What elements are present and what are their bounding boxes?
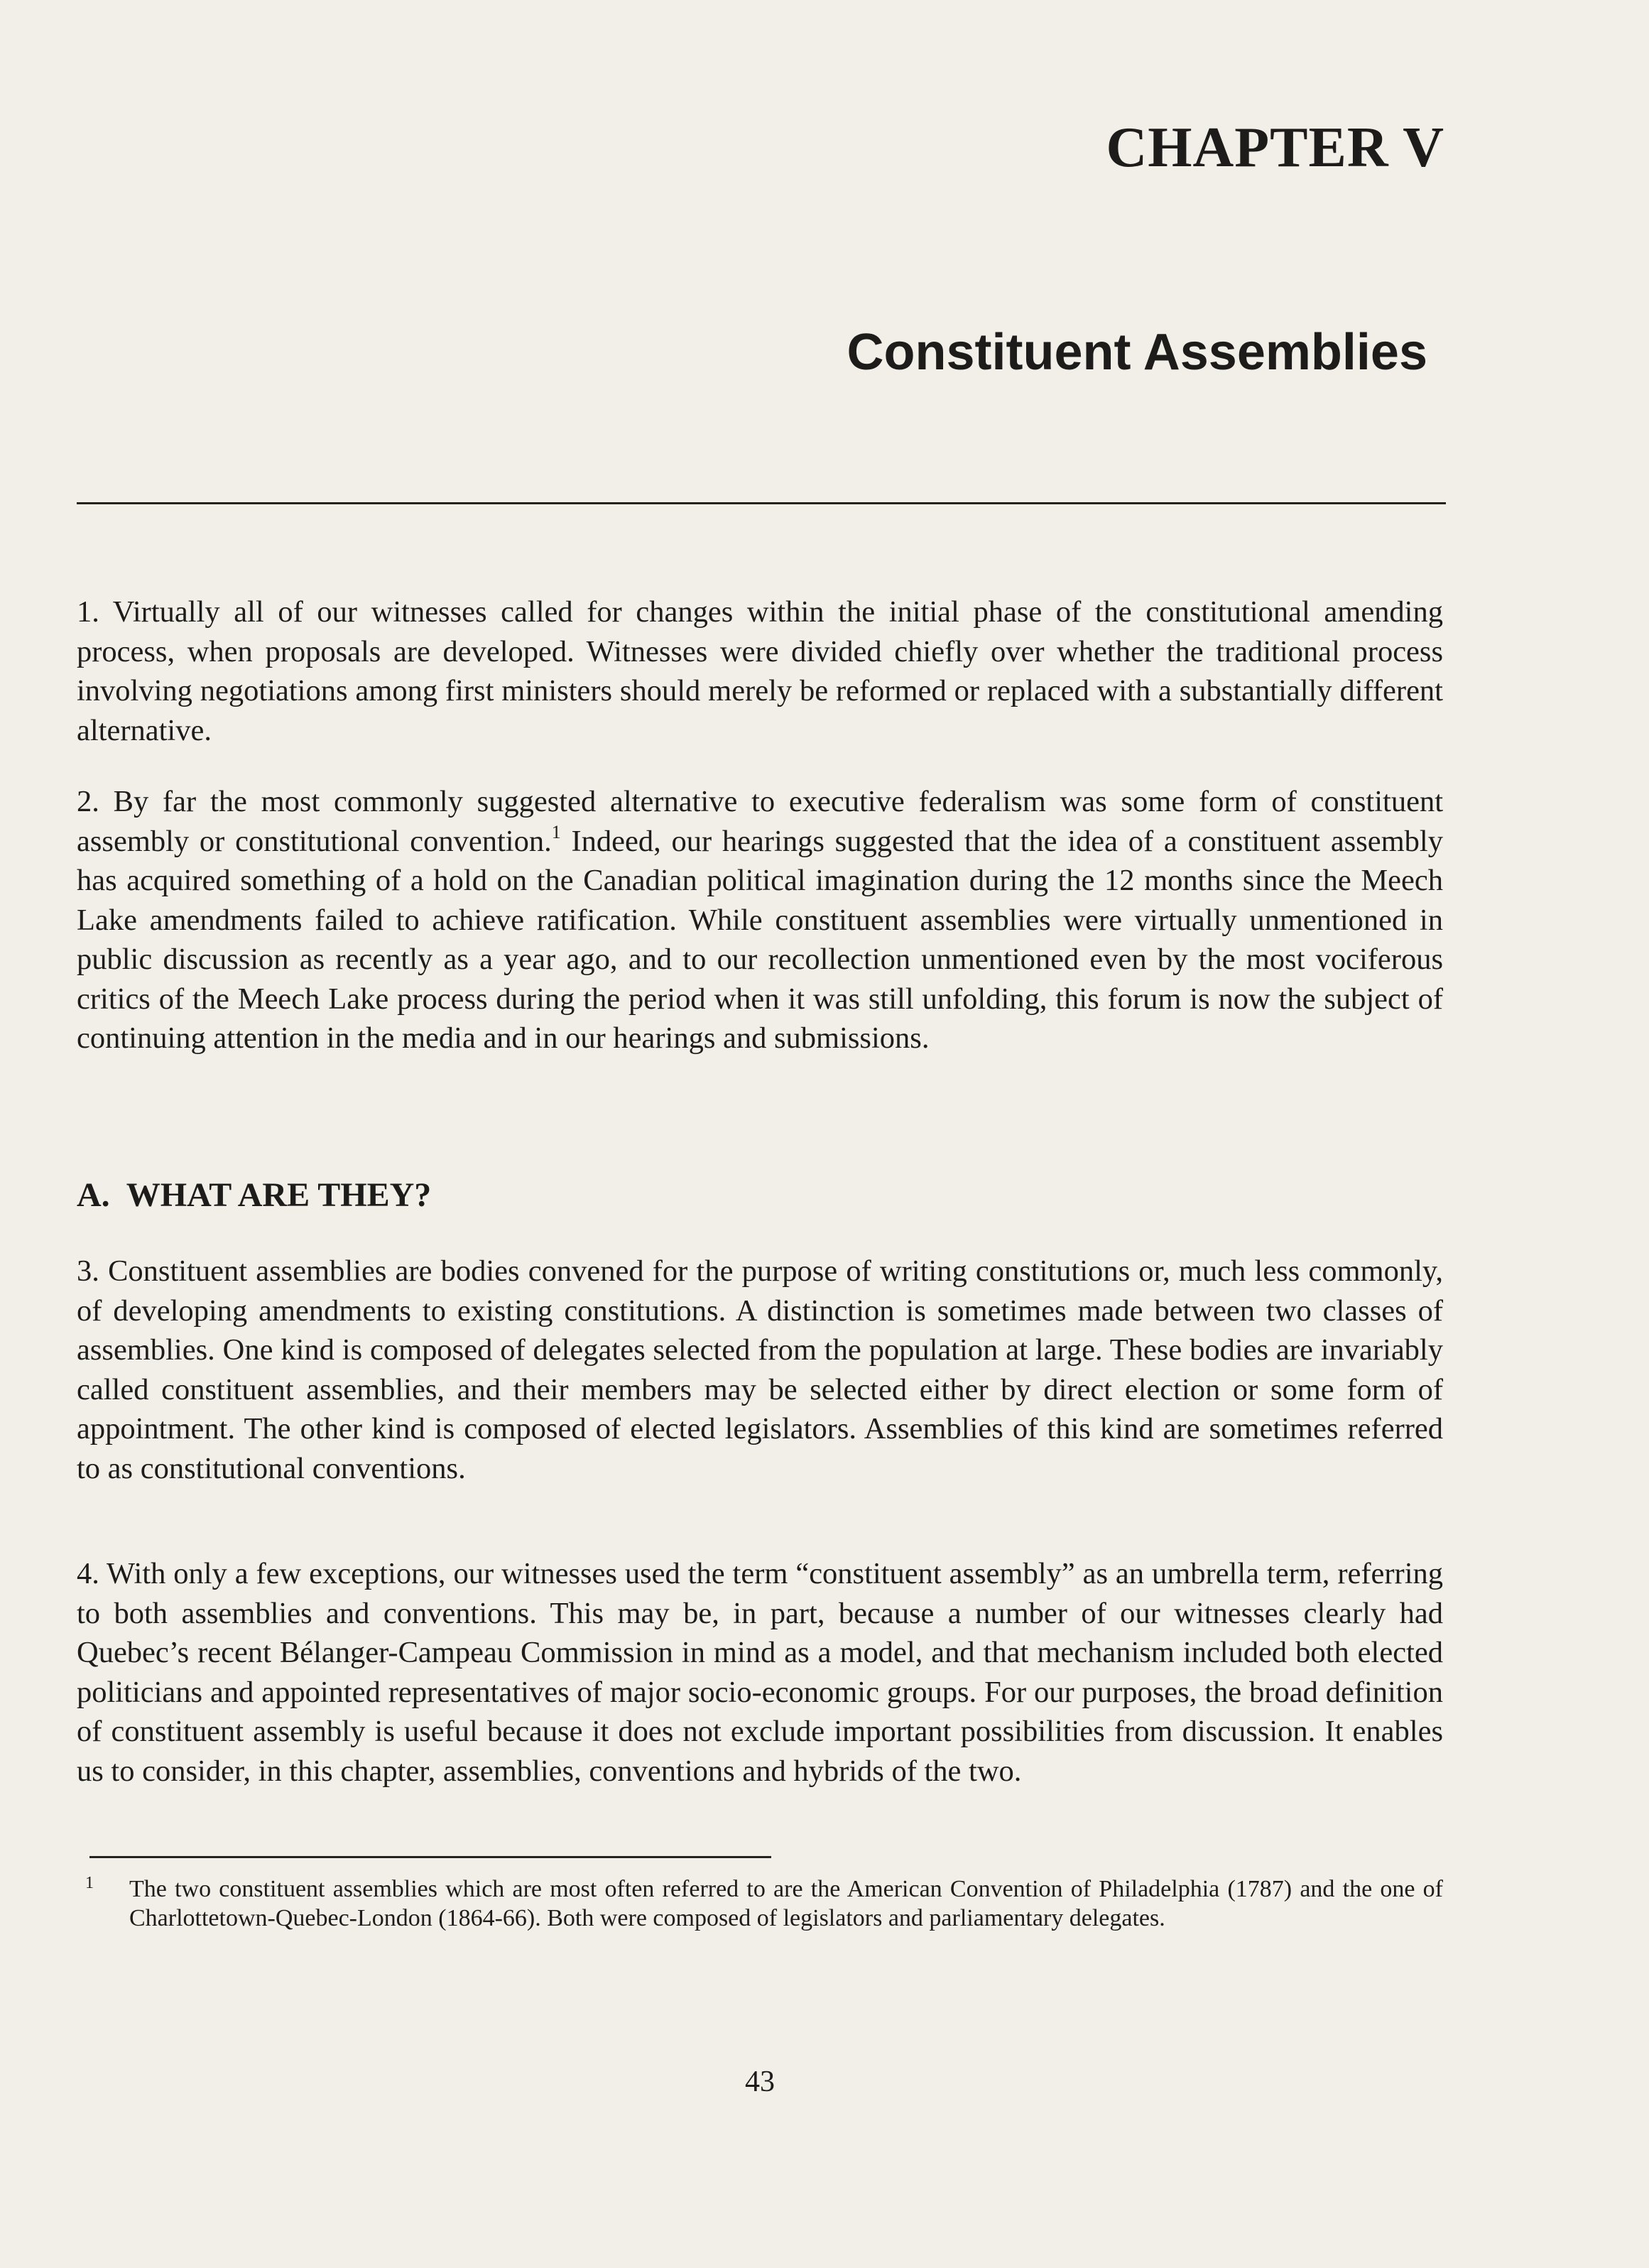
page-number: 43: [745, 2066, 775, 2098]
paragraph-number: 4.: [77, 1557, 99, 1590]
paragraph-number: 2.: [77, 785, 99, 818]
paragraph-4: [77, 1554, 1443, 1791]
footnote: [85, 1874, 1443, 1933]
paragraph-text: By far the most commonly suggested alternative to executive federalism was some form of constituent assembly or constitutional convention.: [77, 785, 1443, 858]
chapter-label: CHAPTER V: [1106, 116, 1444, 179]
paragraph-text-continued: Indeed, our hearings suggested that the idea of a constituent assembly has acquired something of a hold on the Canadian political imagination during the 12 months since the Meech Lake amendments failed to achieve ratification. While constituent assemblies were virtually unmentioned in public discussion as recently as a year ago, and to our recollection unmentioned even by the most vociferous critics of the Meech Lake process during the period when it was still unfolding, this forum is now the subject of continuing attention in the media and in our hearings and submissions.: [77, 824, 1443, 1055]
paragraph-number: 3.: [77, 1254, 99, 1288]
footnote-mark: 1: [85, 1874, 94, 1892]
paragraph-text: With only a few exceptions, our witnesses used the term “constituent assembly” as an umbrella term, referring to both assemblies and conventions. This may be, in part, because a number of our witnesses clearly had Quebec’s recent Bélanger-Campeau Commission in mind as a model, and that mechanism included both elected politicians and appointed representatives of major socio-economic groups. For our purposes, the broad definition of constituent assembly is useful because it does not exclude important possibilities from discussion. It enables us to consider, in this chapter, assemblies, conventions and hybrids of the two.: [77, 1557, 1444, 1788]
paragraph-2: [77, 782, 1443, 1058]
section-heading: A. WHAT ARE THEY?: [77, 1176, 432, 1214]
footnote-divider: [89, 1856, 771, 1858]
footnote-text: The two constituent assemblies which are most often referred to are the American Convention of Philadelphia (1787) and the one of Charlottetown-Quebec-London (1864-66). Both were composed of legislators and parliamentary delegates.: [129, 1876, 1443, 1931]
paragraph-1: [77, 592, 1443, 750]
footnote-reference[interactable]: 1: [551, 821, 561, 842]
title-divider: [77, 502, 1446, 504]
paragraph-text: Virtually all of our witnesses called for changes within the initial phase of the constitutional amending process, when proposals are developed. Witnesses were divided chiefly over whether the traditional process involving negotiations among first ministers should merely be reformed or replaced with a substantially different alternative.: [77, 595, 1443, 747]
paragraph-3: [77, 1252, 1443, 1488]
paragraph-text: Constituent assemblies are bodies convened for the purpose of writing constitutions or, much less commonly, of developing amendments to existing constitutions. A distinction is sometimes made between two classes of assemblies. One kind is composed of delegates selected from the population at large. These bodies are invariably called constituent assemblies, and their members may be selected either by direct election or some form of appointment. The other kind is composed of elected legislators. Assemblies of this kind are sometimes referred to as constitutional conventions.: [77, 1254, 1443, 1485]
chapter-title: Constituent Assemblies: [847, 324, 1427, 381]
paragraph-number: 1.: [77, 595, 99, 629]
